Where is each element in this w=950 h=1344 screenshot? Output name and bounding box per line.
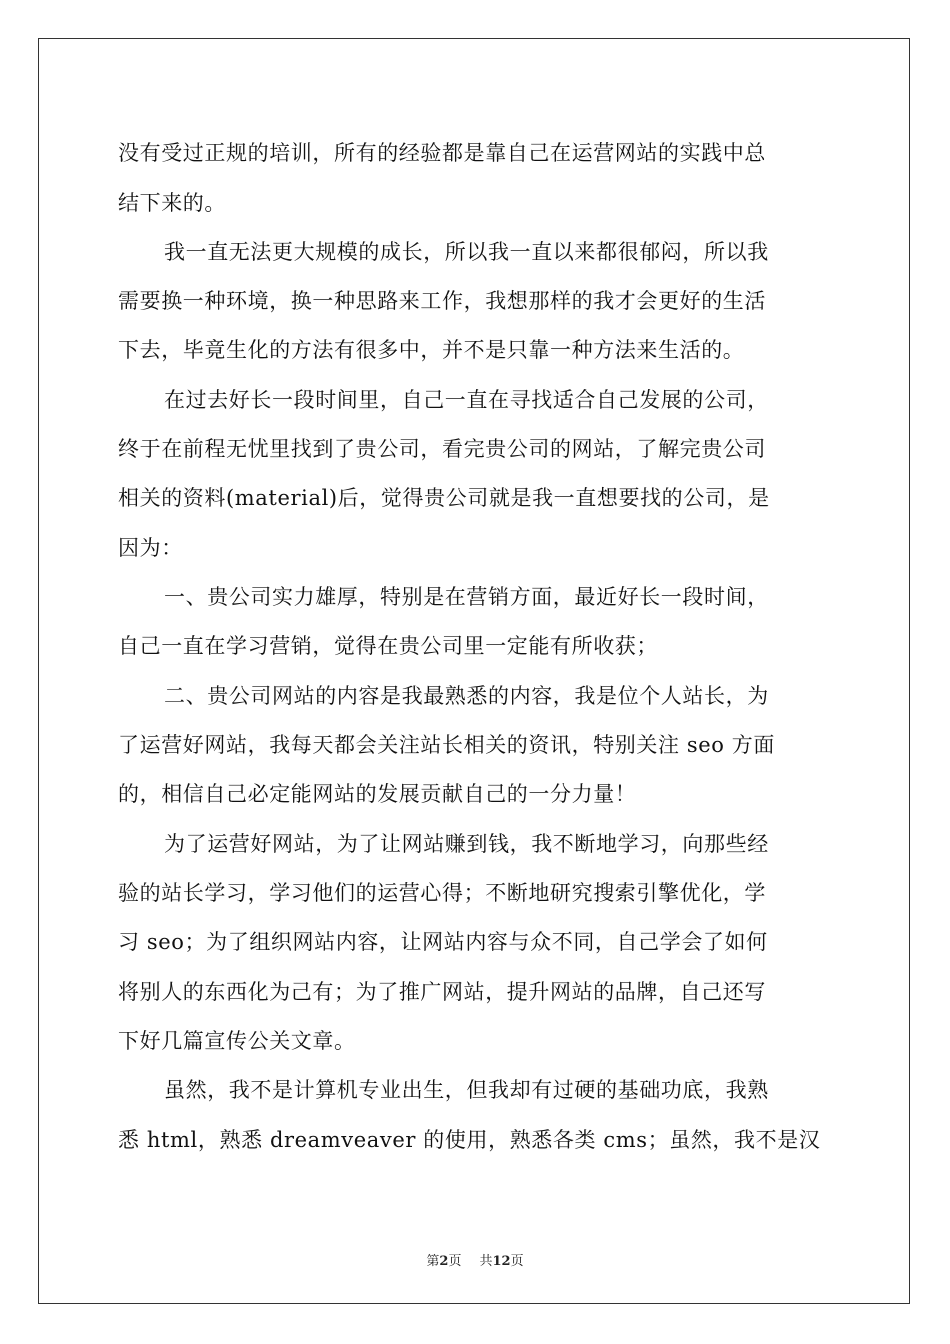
total-label-suffix: 页: [510, 1254, 524, 1269]
text-line: 虽然，我不是计算机专业出生，但我却有过硬的基础功底，我熟: [164, 1078, 769, 1102]
text-line: 的，相信自己必定能网站的发展贡献自己的一分力量！: [118, 782, 637, 806]
text-line: 下好几篇宣传公关文章。: [118, 1029, 356, 1053]
text-line: 终于在前程无忧里找到了贵公司，看完贵公司的网站，了解完贵公司: [118, 437, 766, 461]
text-line: 结下来的。: [118, 191, 226, 215]
text-line: 相关的资料(material)后，觉得贵公司就是我一直想要找的公司，是: [118, 486, 770, 510]
page-footer: [0, 1250, 950, 1269]
page-border: [38, 38, 910, 1304]
text-line: 因为：: [118, 536, 183, 560]
page-number: 2: [439, 1254, 449, 1269]
text-line: 我一直无法更大规模的成长，所以我一直以来都很郁闷，所以我: [164, 240, 769, 264]
total-pages: 12: [492, 1254, 511, 1269]
text-line: 为了运营好网站，为了让网站赚到钱，我不断地学习，向那些经: [164, 832, 769, 856]
text-line: 自己一直在学习营销，觉得在贵公司里一定能有所收获；: [118, 634, 658, 658]
total-label-prefix: 共: [479, 1254, 493, 1269]
text-line: 二、贵公司网站的内容是我最熟悉的内容，我是位个人站长，为: [164, 684, 769, 708]
text-line: 了运营好网站，我每天都会关注站长相关的资讯，特别关注 seo 方面: [118, 733, 775, 757]
text-line: 习 seo；为了组织网站内容，让网站内容与众不同，自己学会了如何: [118, 930, 768, 954]
page-label-prefix: 第: [426, 1254, 440, 1269]
text-line: 在过去好长一段时间里，自己一直在寻找适合自己发展的公司，: [164, 388, 769, 412]
text-line: 悉 html，熟悉 dreamveaver 的使用，熟悉各类 cms；虽然，我不是汉: [118, 1128, 821, 1152]
text-line: 验的站长学习，学习他们的运营心得；不断地研究搜索引擎优化，学: [118, 881, 766, 905]
text-line: 将别人的东西化为己有；为了推广网站，提升网站的品牌，自己还写: [118, 980, 766, 1004]
page-label-suffix: 页: [448, 1254, 462, 1269]
text-line: 没有受过正规的培训，所有的经验都是靠自己在运营网站的实践中总: [118, 141, 766, 165]
text-line: 需要换一种环境，换一种思路来工作，我想那样的我才会更好的生活: [118, 289, 766, 313]
text-line: 下去，毕竟生化的方法有很多中，并不是只靠一种方法来生活的。: [118, 338, 745, 362]
text-line: 一、贵公司实力雄厚，特别是在营销方面，最近好长一段时间，: [164, 585, 769, 609]
